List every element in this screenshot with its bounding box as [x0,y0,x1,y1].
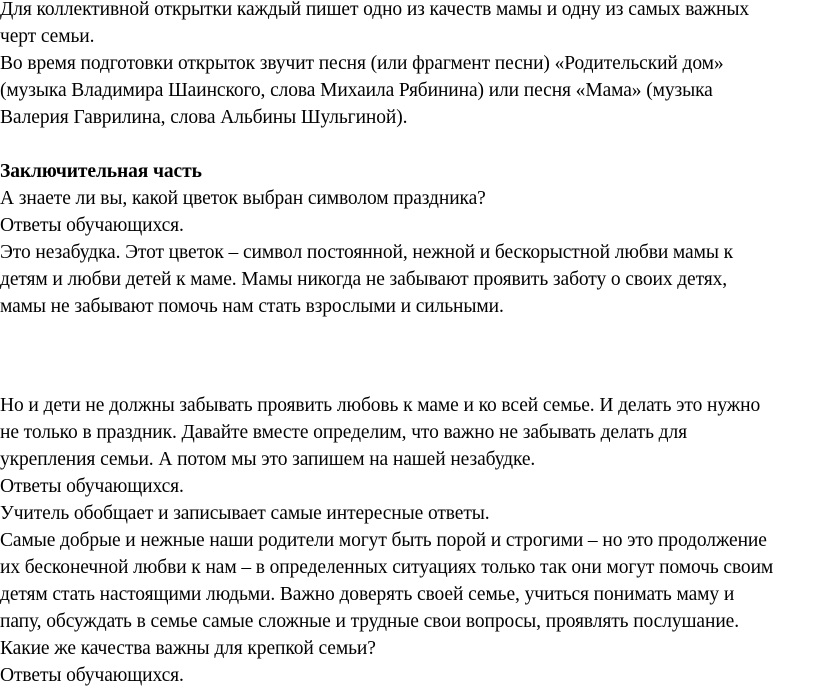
text-line: укрепления семьи. А потом мы это запишем на нашей незабудке. [0,449,536,470]
text-line: А знаете ли вы, какой цветок выбран символом праздника? [0,188,486,209]
text-line: Ответы обучающихся. [0,215,184,236]
text-line: мамы не забывают помочь нам стать взрослыми и сильными. [0,296,504,317]
text-line: (музыка Владимира Шаинского, слова Михаила Рябинина) или песня «Мама» (музыка [0,80,713,101]
text-line: Но и дети не должны забывать проявить любовь к маме и ко всей семье. И делать это нужно [0,395,761,416]
text-line: Учитель обобщает и записывает самые интересные ответы. [0,503,490,524]
discussion-paragraph [0,392,816,689]
text-line: Самые добрые и нежные наши родители могут быть порой и строгими – но это продолжение [0,530,767,551]
text-line: Ответы обучающихся. [0,665,184,686]
closing-section [0,158,816,320]
text-line: детям и любви детей к маме. Мамы никогда не забывают проявить заботу о своих детях, [0,269,728,290]
section-heading: Заключительная часть [0,161,202,182]
text-line: не только в праздник. Давайте вместе определим, что важно не забывать делать для [0,422,687,443]
text-line: Во время подготовки открыток звучит песня (или фрагмент песни) «Родительский дом» [0,53,724,74]
text-line: их бесконечной любви к нам – в определенных ситуациях только так они могут помочь своим [0,557,774,578]
text-line: Для коллективной открытки каждый пишет одно из качеств мамы и одну из самых важных [0,0,749,20]
text-line: черт семьи. [0,26,95,47]
intro-paragraph [0,0,816,131]
text-line: Ответы обучающихся. [0,476,184,497]
text-line: Какие же качества важны для крепкой семьи? [0,638,376,659]
text-line: папу, обсуждать в семье самые сложные и трудные свои вопросы, проявлять послушание. [0,611,739,632]
text-line: Это незабудка. Этот цветок – символ постоянной, нежной и бескорыстной любви мамы к [0,242,733,263]
text-line: Валерия Гаврилина, слова Альбины Шульгиной). [0,107,408,128]
text-line: детям стать настоящими людьми. Важно доверять своей семье, учиться понимать маму и [0,584,735,605]
